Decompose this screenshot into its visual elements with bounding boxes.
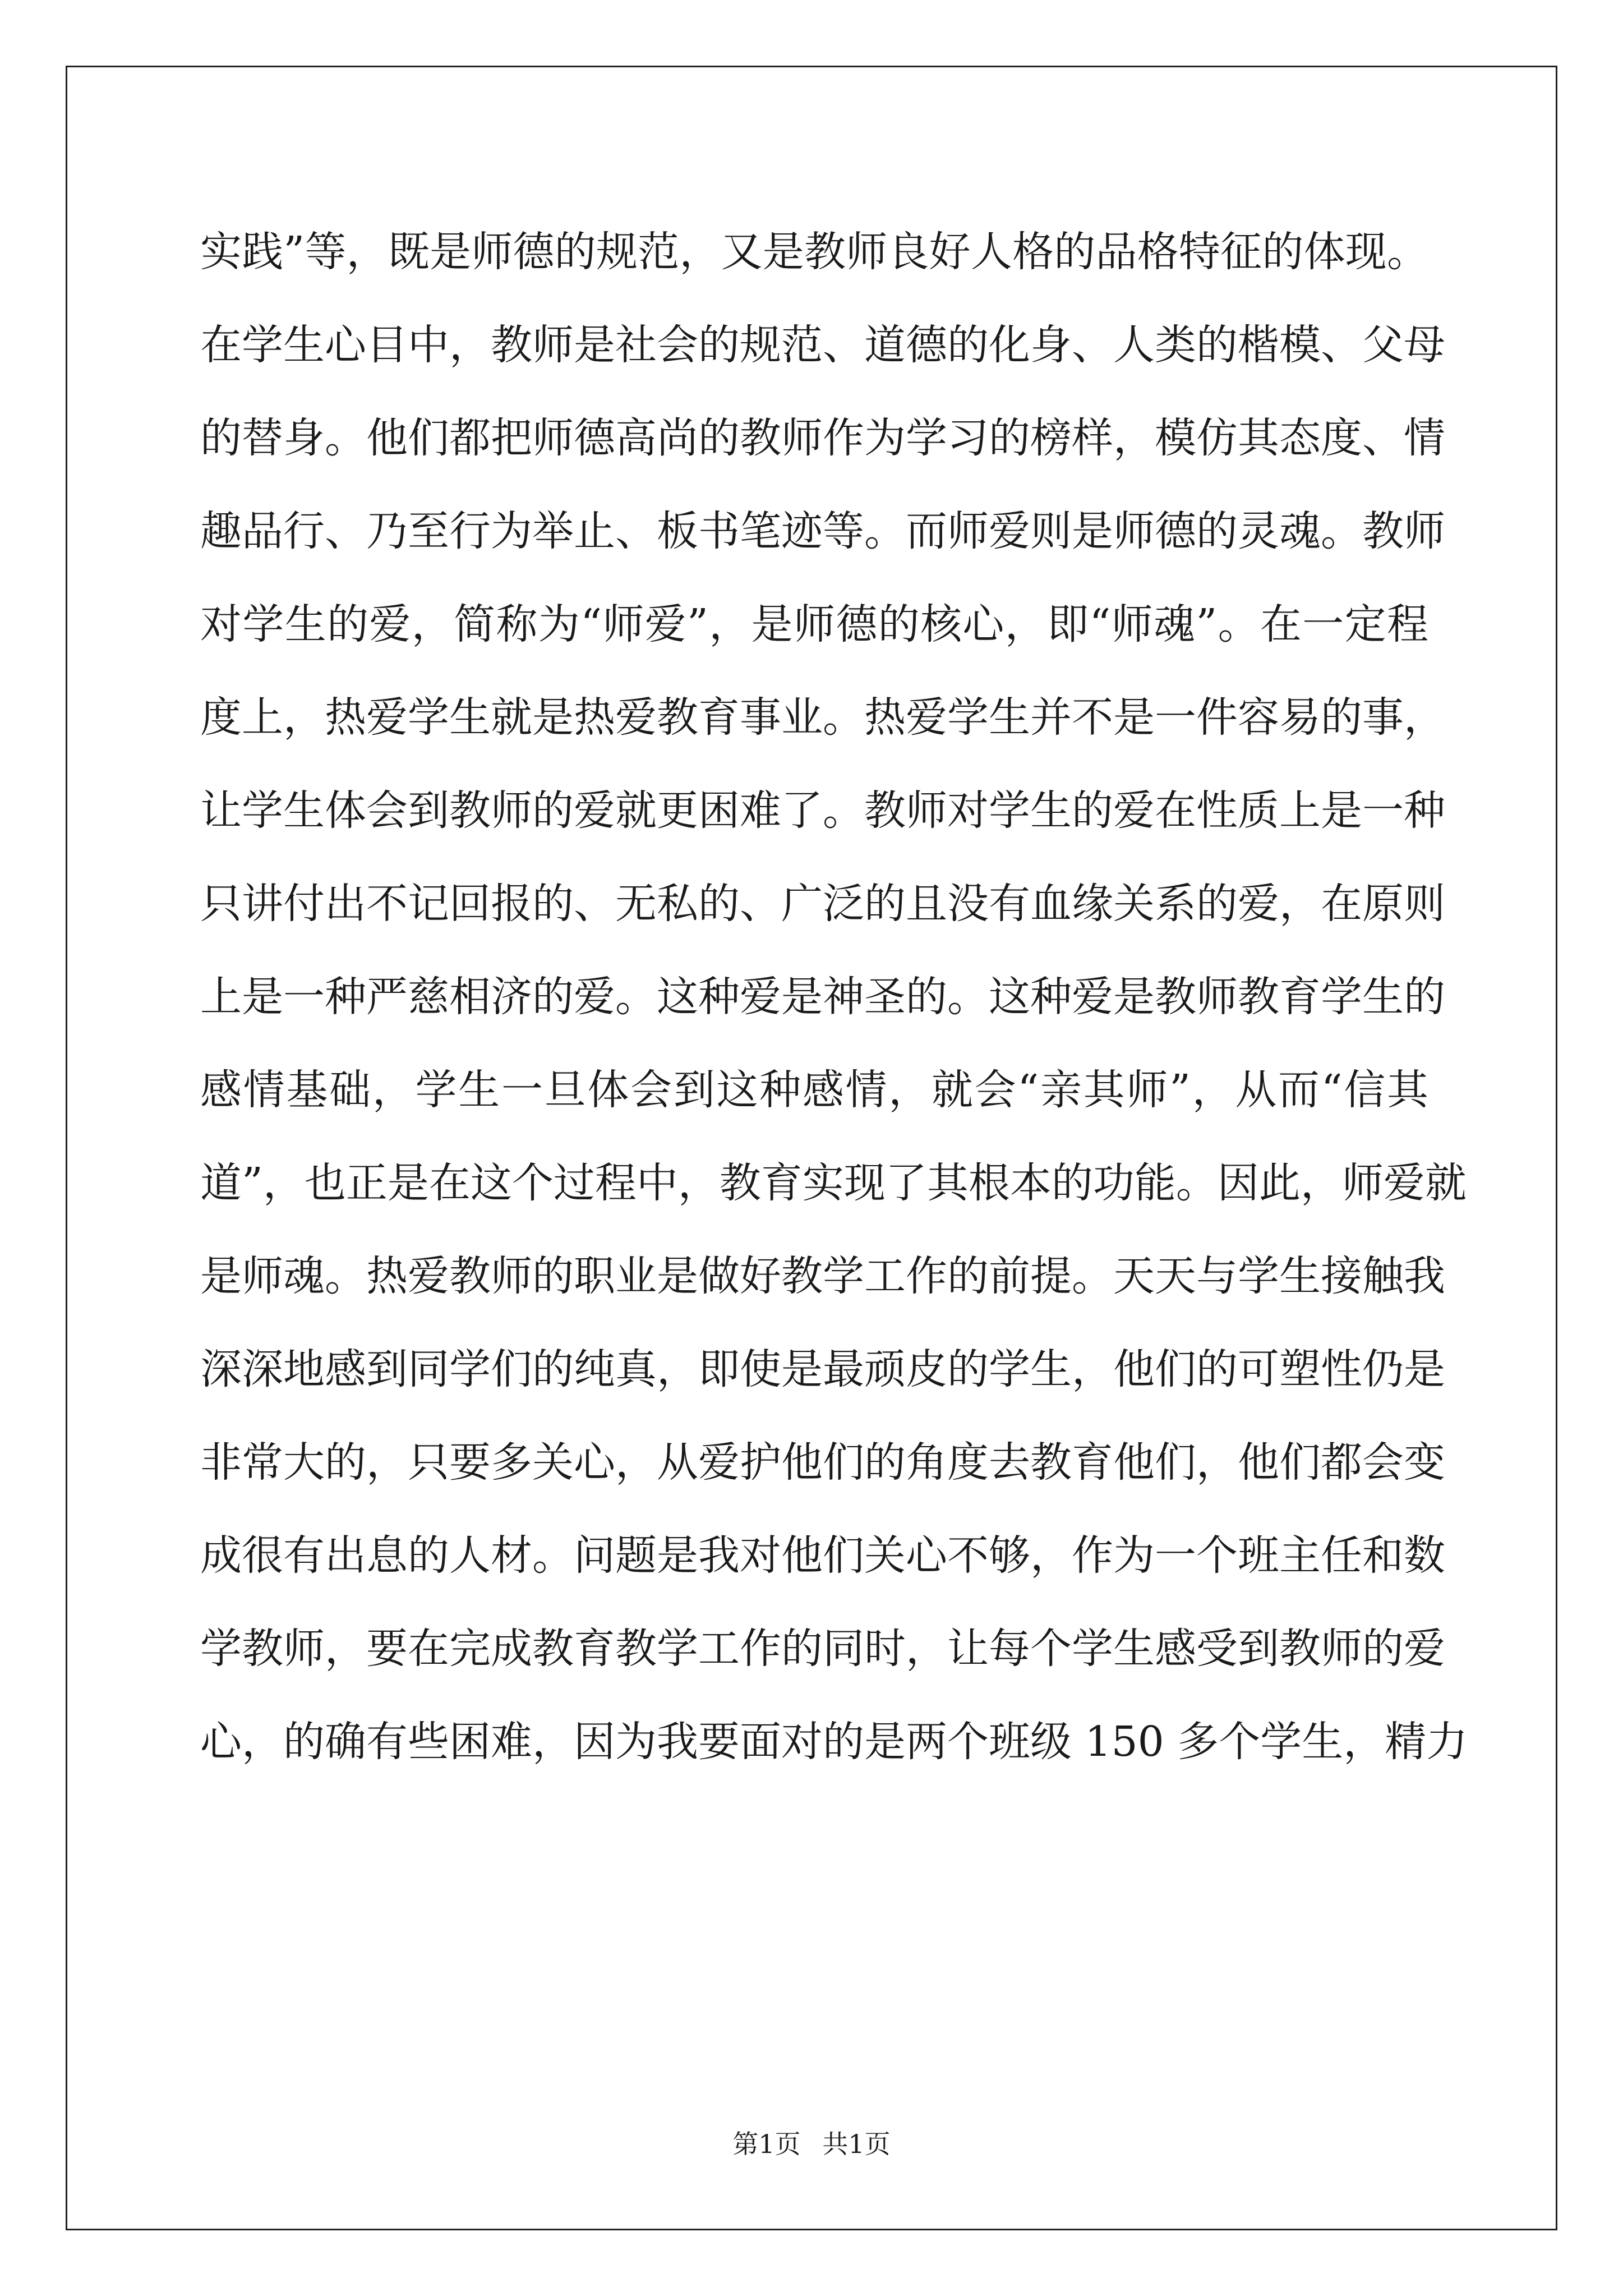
text-line-7: 让学生体会到教师的爱就更困难了。教师对学生的爱在性质上是一种 <box>200 786 1445 835</box>
text-line-4: 趣品行、乃至行为举止、板书笔迹等。而师爱则是师德的灵魂。教师 <box>200 507 1445 555</box>
body-text <box>200 205 1468 1788</box>
text-line-2: 在学生心目中，教师是社会的规范、道德的化身、人类的楷模、父母 <box>200 321 1445 369</box>
text-line-13: 深深地感到同学们的纯真，即使是最顽皮的学生，他们的可塑性仍是 <box>200 1345 1445 1393</box>
text-line-11: 道”，也正是在这个过程中，教育实现了其根本的功能。因此，师爱就 <box>200 1159 1467 1207</box>
text-line-16: 学教师，要在完成教育教学工作的同时，让每个学生感受到教师的爱 <box>200 1625 1445 1673</box>
text-line-5: 对学生的爱，简称为“师爱”，是师德的核心，即“师魂”。在一定程 <box>200 600 1428 648</box>
text-line-8: 只讲付出不记回报的、无私的、广泛的且没有血缘关系的爱，在原则 <box>200 880 1445 928</box>
text-line-3: 的替身。他们都把师德高尚的教师作为学习的榜样，模仿其态度、情 <box>200 414 1445 462</box>
page-number: 第1页 <box>732 2129 801 2159</box>
page-total: 共1页 <box>822 2129 891 2159</box>
text-line-10: 感情基础，学生一旦体会到这种感情，就会“亲其师”，从而“信其 <box>200 1066 1428 1114</box>
text-line-14: 非常大的，只要多关心，从爱护他们的角度去教育他们，他们都会变 <box>200 1438 1445 1487</box>
text-line-6: 度上，热爱学生就是热爱教育事业。热爱学生并不是一件容易的事， <box>200 693 1445 742</box>
page-footer <box>0 2127 1623 2161</box>
text-line-12: 是师魂。热爱教师的职业是做好教学工作的前提。天天与学生接触我 <box>200 1252 1445 1300</box>
text-line-17: 心，的确有些困难，因为我要面对的是两个班级 150 多个学生，精力 <box>200 1718 1468 1766</box>
text-line-1: 实践”等，既是师德的规范，又是教师良好人格的品格特征的体现。 <box>200 228 1428 276</box>
text-line-15: 成很有出息的人材。问题是我对他们关心不够，作为一个班主任和数 <box>200 1531 1445 1580</box>
text-line-9: 上是一种严慈相济的爱。这种爱是神圣的。这种爱是教师教育学生的 <box>200 973 1445 1021</box>
